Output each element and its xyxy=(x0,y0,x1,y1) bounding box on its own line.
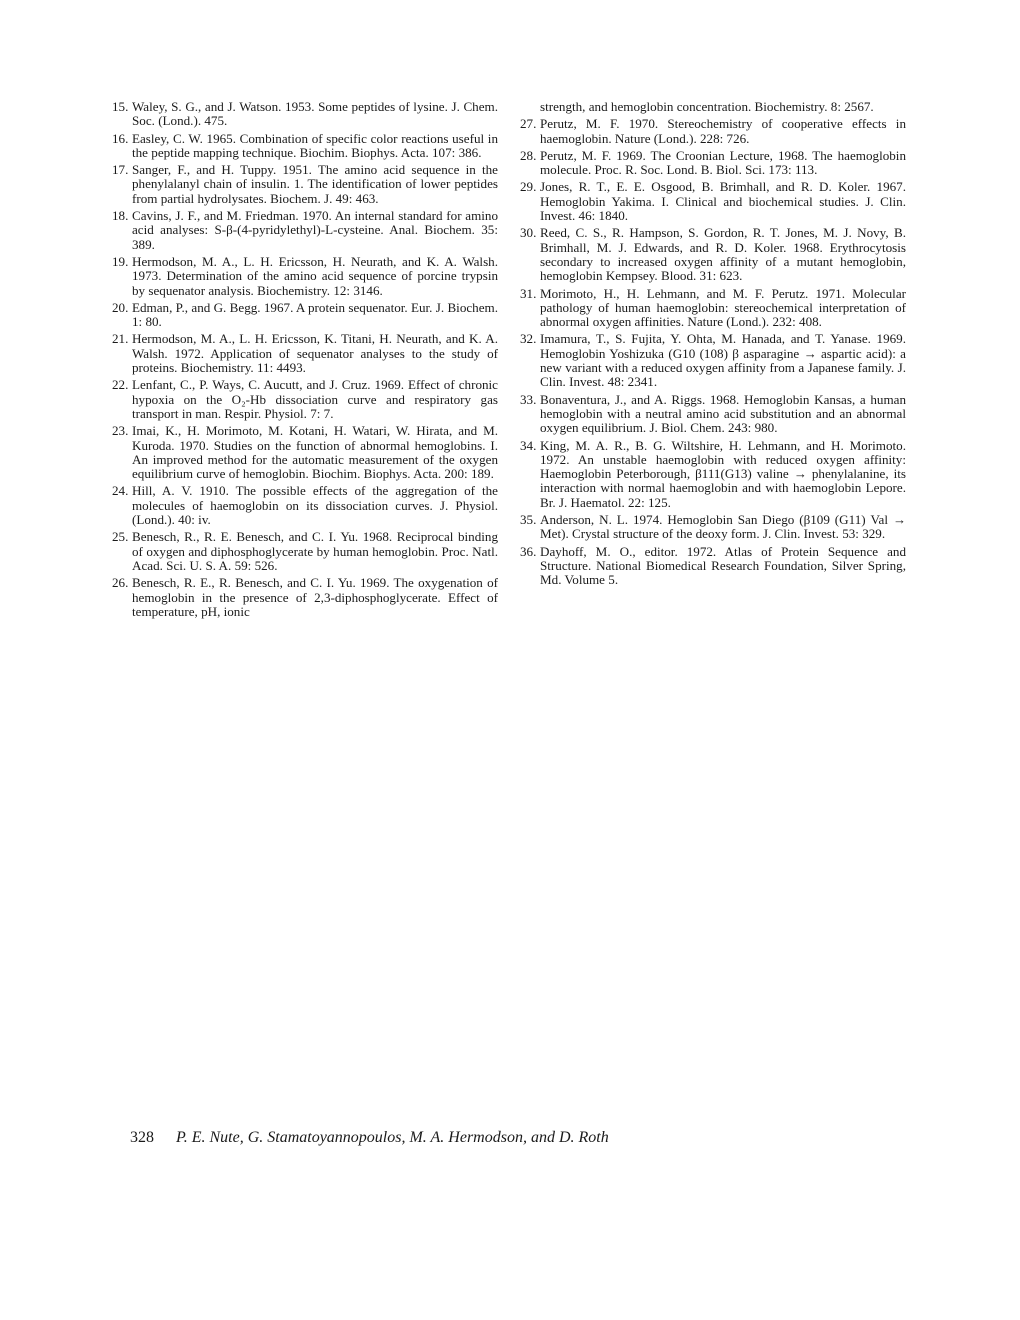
reference-number: 16. xyxy=(112,130,129,146)
reference-19 xyxy=(112,255,498,298)
reference-24 xyxy=(112,484,498,527)
reference-number: 30. xyxy=(520,225,537,241)
references-left-column xyxy=(112,100,498,622)
reference-number: 36. xyxy=(520,543,537,559)
reference-33 xyxy=(520,393,906,436)
reference-text: Bonaventura, J., and A. Riggs. 1968. Hemoglobin Kansas, a human hemoglobin with a neutral amino acid substitution and an abnormal oxygen equilibrium. J. Biol. Chem. 243: 980. xyxy=(540,391,906,436)
reference-text: Lenfant, C., P. Ways, C. Aucutt, and J. Cruz. 1969. Effect of chronic hypoxia on the O₂-Hb dissociation curve and respiratory gas transport in man. Respir. Physiol. 7: 7. xyxy=(132,377,498,421)
reference-number: 20. xyxy=(112,299,129,315)
reference-number: 31. xyxy=(520,285,537,301)
reference-number: 32. xyxy=(520,331,537,347)
reference-text: Perutz, M. F. 1970. Stereochemistry of cooperative effects in haemoglobin. Nature (Lond.). 228: 726. xyxy=(540,116,906,146)
reference-number: 23. xyxy=(112,423,129,439)
page-footer xyxy=(130,1128,830,1148)
reference-text: Sanger, F., and H. Tuppy. 1951. The amino acid sequence in the phenylalanyl chain of insulin. 1. The identification of lower peptides from partial hydrolysates. Biochem. J. 49: 463. xyxy=(132,162,498,206)
reference-27 xyxy=(520,117,906,146)
reference-28 xyxy=(520,149,906,178)
reference-text: King, M. A. R., B. G. Wiltshire, H. Lehmann, and H. Morimoto. 1972. An unstable haemoglobin with reduced oxygen affinity: Haemoglobin Peterborough, β111(G13) valine → phenylalanine, its interaction with normal haemoglobin and with haemoglobin Lepore. Br. J. Haematol. 22: 125. xyxy=(540,437,906,510)
reference-text: Imamura, T., S. Fujita, Y. Ohta, M. Hanada, and T. Yanase. 1969. Hemoglobin Yoshizuka (G10 (108) β asparagine → aspartic acid): a new variant with a reduced oxygen affinity from a Japanese family. J. Clin. Invest. 48: 2341. xyxy=(540,331,906,390)
reference-text: Benesch, R., R. E. Benesch, and C. I. Yu. 1968. Reciprocal binding of oxygen and diphosphoglycerate by human hemoglobin. Proc. Natl. Acad. Sci. U. S. A. 59: 526. xyxy=(132,529,498,573)
reference-25 xyxy=(112,530,498,573)
reference-text: Dayhoff, M. O., editor. 1972. Atlas of Protein Sequence and Structure. National Biomedical Research Foundation, Silver Spring, Md. Volume 5. xyxy=(540,543,906,588)
reference-30 xyxy=(520,226,906,283)
reference-text: Hill, A. V. 1910. The possible effects of the aggregation of the molecules of haemoglobin on its dissociation curves. J. Physiol. (Lond.). 40: iv. xyxy=(132,483,498,528)
reference-number: 24. xyxy=(112,483,129,499)
reference-number: 22. xyxy=(112,377,129,393)
reference-29 xyxy=(520,180,906,223)
reference-15 xyxy=(112,100,498,129)
reference-31 xyxy=(520,287,906,330)
reference-number: 18. xyxy=(112,208,129,224)
reference-number: 21. xyxy=(112,331,129,347)
reference-35 xyxy=(520,513,906,542)
reference-text: Waley, S. G., and J. Watson. 1953. Some peptides of lysine. J. Chem. Soc. (Lond.). 475. xyxy=(132,99,498,129)
reference-text: Benesch, R. E., R. Benesch, and C. I. Yu. 1969. The oxygenation of hemoglobin in the presence of 2,3-diphosphoglycerate. Effect of temperature, pH, ionic xyxy=(132,575,498,619)
reference-26-continuation: strength, and hemoglobin concentration. Biochemistry. 8: 2567. xyxy=(540,99,874,114)
reference-text: Edman, P., and G. Begg. 1967. A protein sequenator. Eur. J. Biochem. 1: 80. xyxy=(132,299,498,330)
reference-number: 29. xyxy=(520,179,537,195)
reference-number: 35. xyxy=(520,512,537,528)
reference-17 xyxy=(112,163,498,206)
reference-text: Reed, C. S., R. Hampson, S. Gordon, R. T. Jones, M. J. Novy, B. Brimhall, M. J. Edwards, and R. D. Koler. 1968. Erythrocytosis secondary to increased oxygen affinity of a mutant hemoglobin, hemoglobin Kempsey. Blood. 31: 623. xyxy=(540,225,906,284)
reference-23 xyxy=(112,424,498,481)
reference-text: Morimoto, H., H. Lehmann, and M. F. Perutz. 1971. Molecular pathology of human haemoglobin: stereochemical interpretation of abnormal oxygen affinities. Nature (Lond.). 232: 408. xyxy=(540,285,906,330)
reference-34 xyxy=(520,439,906,510)
reference-text: Cavins, J. F., and M. Friedman. 1970. An internal standard for amino acid analyses: S-β-(4-pyridylethyl)-L-cysteine. Anal. Biochem. 35: 389. xyxy=(132,208,498,252)
reference-36 xyxy=(520,545,906,588)
reference-text: Jones, R. T., E. E. Osgood, B. Brimhall, and R. D. Koler. 1967. Hemoglobin Yakima. I. Clinical and biochemical studies. J. Clin. Invest. 46: 1840. xyxy=(540,179,906,224)
reference-number: 25. xyxy=(112,529,129,545)
reference-16 xyxy=(112,132,498,161)
references-right-column xyxy=(520,100,906,591)
reference-text: Perutz, M. F. 1969. The Croonian Lecture, 1968. The haemoglobin molecule. Proc. R. Soc. Lond. B. Biol. Sci. 173: 113. xyxy=(540,147,906,178)
reference-number: 17. xyxy=(112,162,129,178)
reference-18 xyxy=(112,209,498,252)
reference-text: Anderson, N. L. 1974. Hemoglobin San Diego (β109 (G11) Val → Met). Crystal structure of the deoxy form. J. Clin. Invest. 53: 329. xyxy=(540,512,906,542)
reference-number: 19. xyxy=(112,253,129,269)
reference-number: 28. xyxy=(520,147,537,163)
reference-text: Hermodson, M. A., L. H. Ericsson, H. Neurath, and K. A. Walsh. 1973. Determination of the amino acid sequence of porcine trypsin by sequenator analysis. Biochemistry. 12: 3146. xyxy=(132,253,498,298)
reference-22 xyxy=(112,378,498,421)
reference-number: 15. xyxy=(112,99,129,114)
reference-text: Imai, K., H. Morimoto, M. Kotani, H. Watari, W. Hirata, and M. Kuroda. 1970. Studies on the function of abnormal hemoglobins. I. An improved method for the automatic measurement of the oxygen equilibrium curve of hemoglobin. Biochim. Biophys. Acta. 200: 189. xyxy=(132,423,498,482)
reference-text: Hermodson, M. A., L. H. Ericsson, K. Titani, H. Neurath, and K. A. Walsh. 1972. Application of sequenator analyses to the study of proteins. Biochemistry. 11: 4493. xyxy=(132,331,498,376)
reference-text: Easley, C. W. 1965. Combination of specific color reactions useful in the peptide mapping technique. Biochim. Biophys. Acta. 107: 386. xyxy=(132,130,498,160)
reference-number: 27. xyxy=(520,116,537,132)
reference-21 xyxy=(112,332,498,375)
page-number: 328 xyxy=(130,1129,154,1146)
reference-number: 26. xyxy=(112,575,129,591)
reference-number: 33. xyxy=(520,391,537,407)
running-authors: P. E. Nute, G. Stamatoyannopoulos, M. A. Hermodson, and D. Roth xyxy=(176,1129,609,1146)
reference-26 xyxy=(112,576,498,619)
reference-32 xyxy=(520,332,906,389)
reference-number: 34. xyxy=(520,437,537,453)
reference-20 xyxy=(112,301,498,330)
